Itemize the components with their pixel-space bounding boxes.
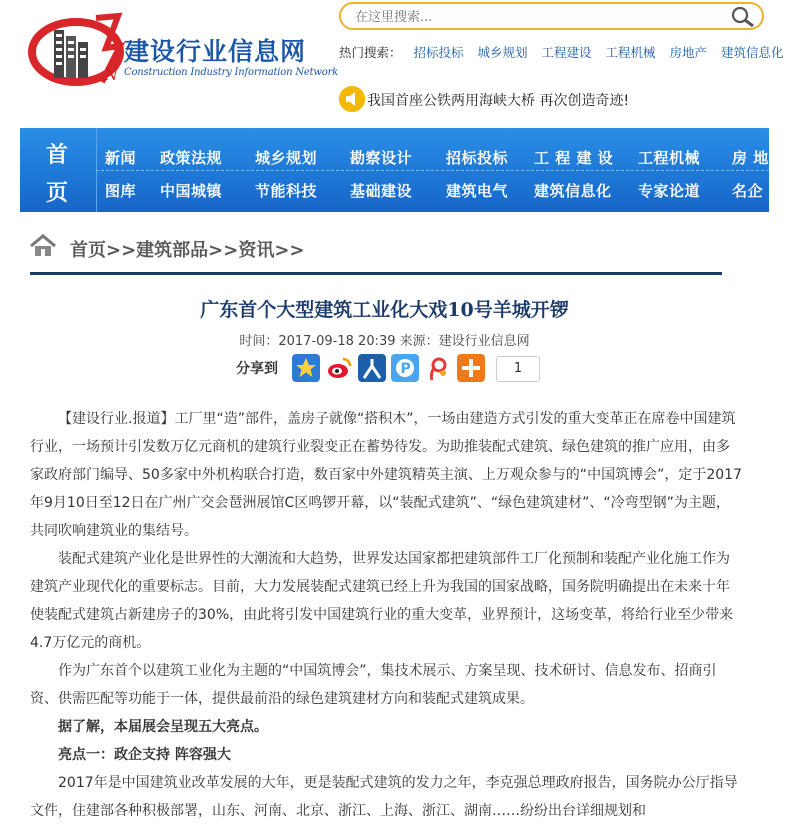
logo-emblem-icon <box>26 8 126 86</box>
tencent-weibo-share-icon[interactable] <box>424 354 452 382</box>
nav-item-machinery[interactable]: 工程机械 <box>638 149 701 167</box>
hot-search-bar <box>339 43 794 61</box>
share-label: 分享到 <box>236 361 278 377</box>
nav-item-engineering[interactable]: 工 程 建 设 <box>534 149 614 167</box>
svg-text:P: P <box>400 361 411 377</box>
renren-share-icon[interactable] <box>358 354 386 382</box>
nav-home-char: 页 <box>46 181 69 206</box>
search-input[interactable] <box>355 8 715 26</box>
nav-item-news[interactable]: 新闻 <box>105 149 137 167</box>
home-icon[interactable] <box>30 235 56 257</box>
hot-search-link[interactable]: 房地产 <box>669 45 708 60</box>
main-nav <box>20 128 769 212</box>
news-ticker <box>339 84 769 114</box>
svg-text:N: N <box>104 65 118 84</box>
nav-item-infrastructure[interactable]: 基础建设 <box>350 182 413 200</box>
nav-item-informatization[interactable]: 建筑信息化 <box>534 182 612 200</box>
nav-item-electrical[interactable]: 建筑电气 <box>446 182 509 200</box>
nav-home-char: 首 <box>46 143 69 168</box>
logo-title: 建设行业信息网 <box>124 37 307 66</box>
search-box <box>339 2 764 30</box>
nav-item-china-towns[interactable]: 中国城镇 <box>160 182 223 200</box>
pengyou-share-icon[interactable] <box>391 354 419 382</box>
article-body <box>30 405 742 825</box>
hot-search-link[interactable]: 招标投标 <box>413 45 464 60</box>
nav-home[interactable] <box>20 128 97 212</box>
nav-item-survey-design[interactable]: 勘察设计 <box>350 149 413 167</box>
article-subheading: 亮点一：政企支持 阵容强大 <box>58 747 231 763</box>
hot-search-label: 热门搜索： <box>339 45 402 60</box>
nav-item-urban-planning[interactable]: 城乡规划 <box>255 149 318 167</box>
qzone-share-icon[interactable] <box>292 354 320 382</box>
article-meta: 时间：2017-09-18 20:39 来源：建设行业信息网 <box>239 334 530 349</box>
more-share-icon[interactable] <box>457 354 485 382</box>
nav-item-bidding[interactable]: 招标投标 <box>446 149 509 167</box>
speaker-icon <box>339 86 365 112</box>
share-count: 1 <box>496 356 540 382</box>
nav-item-gallery[interactable]: 图库 <box>105 182 137 200</box>
hot-search-link[interactable]: 建筑信息化 <box>721 45 784 60</box>
nav-item-real-estate[interactable]: 房 地 <box>732 149 769 167</box>
nav-item-experts[interactable]: 专家论道 <box>638 182 701 200</box>
article-paragraph: 装配式建筑产业化是世界性的大潮流和大趋势，世界发达国家都把建筑部件工厂化预制和装配产业化施工作为建筑产业现代化的重要标志。目前，大力发展装配式建筑已经上升为我国的国家战略，国务院明确提出在未来十年使装配式建筑占新建房子的30%，由此将引发中国建筑行业的重大变革，业界预计，这场变革，将给行业至少带来4.7万亿元的商机。 <box>30 551 734 651</box>
article-paragraph: 2017年是中国建筑业改革发展的大年，更是装配式建筑的发力之年，李克强总理政府报告，国务院办公厅指导文件，住建部各种积极部署，山东、河南、北京、浙江、上海、浙江、湖南……纷纷出台详细规划和 <box>30 775 738 819</box>
breadcrumb-path[interactable]: 首页>>建筑部品>>资讯>> <box>70 240 305 261</box>
hot-search-link[interactable]: 工程建设 <box>541 45 592 60</box>
hot-search-link[interactable]: 工程机械 <box>605 45 656 60</box>
logo-subtitle: Construction Industry Information Network <box>124 67 339 78</box>
weibo-share-icon[interactable] <box>325 354 353 382</box>
article-subheading: 据了解，本届展会呈现五大亮点。 <box>58 719 268 735</box>
hot-search-link[interactable]: 城乡规划 <box>477 45 528 60</box>
article-title: 广东首个大型建筑工业化大戏10号羊城开锣 <box>200 299 569 321</box>
article-paragraph: 【建设行业.报道】工厂里“造”部件，盖房子就像“搭积木”，一场由建造方式引发的重大变革正在席卷中国建筑行业，一场预计引发数万亿元商机的建筑行业裂变正在蓄势待发。为助推装配式建筑、绿色建筑的推广应用，由多家政府部门编导、50多家中外机构联合打造，数百家中外建筑精英主演、上万观众参与的“中国筑博会”，定于2017年9月10日至12日在广州广交会琶洲展馆C区鸣锣开幕，以“装配式建筑”、“绿色建筑建材”、“冷弯型钢”为主题，共同吹响建筑业的集结号。 <box>30 411 742 539</box>
article-paragraph: 作为广东首个以建筑工业化为主题的“中国筑博会”，集技术展示、方案呈现、技术研讨、信息发布、招商引资、供需匹配等功能于一体，提供最前沿的绿色建筑建材方向和装配式建筑成果。 <box>30 663 717 707</box>
nav-item-policy[interactable]: 政策法规 <box>160 149 223 167</box>
nav-item-energy-saving[interactable]: 节能科技 <box>255 182 318 200</box>
nav-item-companies[interactable]: 名企 <box>732 182 764 200</box>
ticker-headline[interactable]: 我国首座公铁两用海峡大桥 再次创造奇迹! <box>367 93 630 109</box>
nav-divider <box>96 170 769 171</box>
search-icon[interactable] <box>728 5 756 27</box>
breadcrumb <box>30 232 722 275</box>
